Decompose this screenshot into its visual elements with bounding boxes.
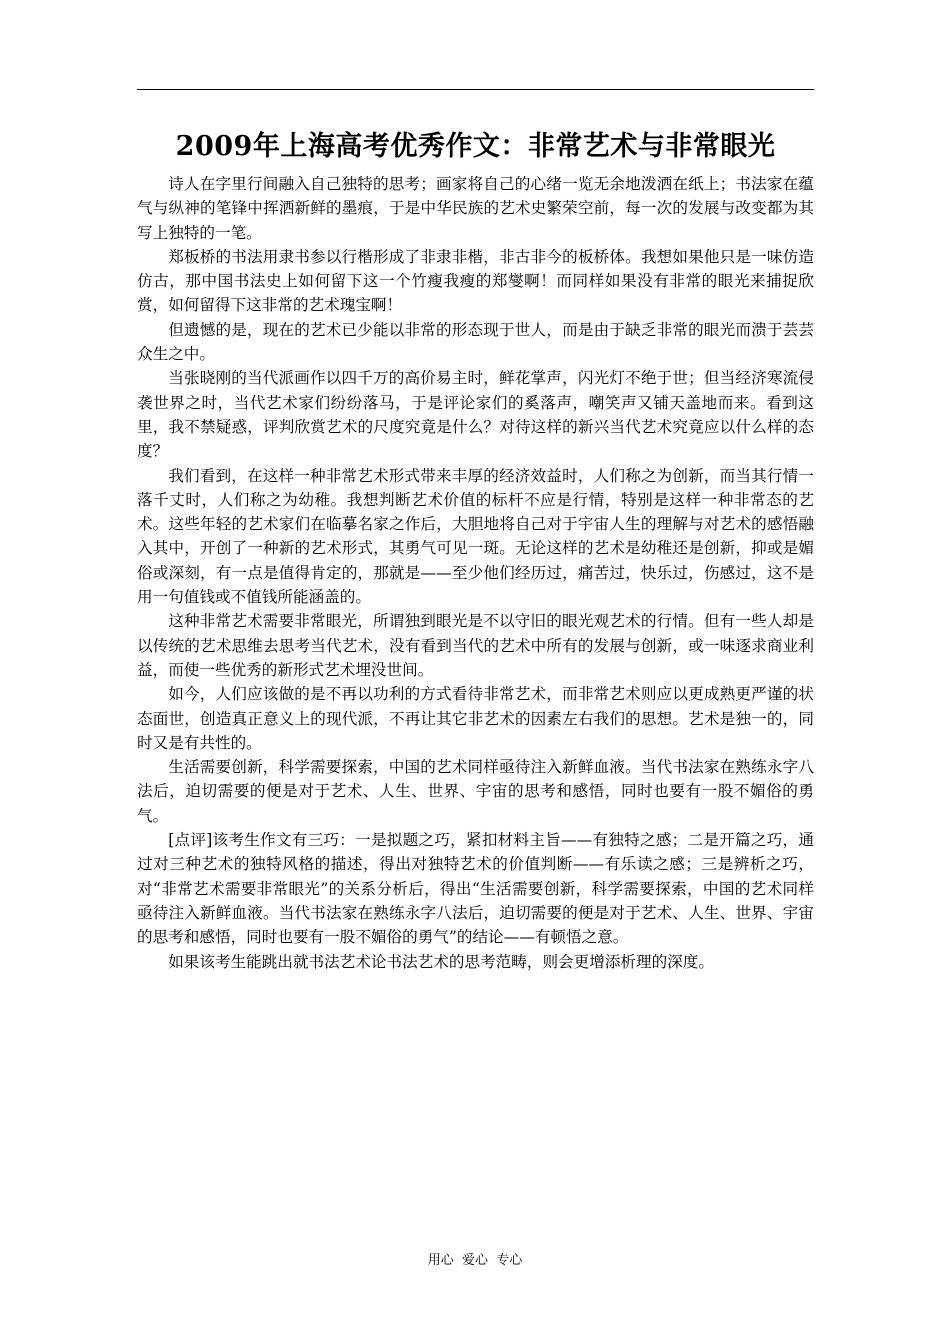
closing-paragraph: 如果该考生能跳出就书法艺术论书法艺术的思考范畴，则会更增添析理的深度。 [168,952,714,971]
paragraph-2: 郑板桥的书法用隶书参以行楷形成了非隶非楷，非古非今的板桥体。我想如果他只是一味仿造仿古，那中国书法史上如何留下这一个竹瘦我瘦的郑燮啊！而同样如果没有非常的眼光来捕捉欣赏，如何留得下这非常的艺术瑰宝啊！ [137,247,814,315]
paragraph-1: 诗人在字里行间融入自己独特的思考；画家将自己的心绪一览无余地泼洒在纸上；书法家在蕴气与纵神的笔锋中挥洒新鲜的墨痕，于是中华民族的艺术史繁荣空前，每一次的发展与改变都为其写上独特的一笔。 [137,175,814,242]
page-footer: 用心 爱心 专心 [427,1253,523,1268]
paragraph-4: 当张晓刚的当代派画作以四千万的高价易主时，鲜花掌声，闪光灯不绝于世；但当经济寒流侵袭世界之时，当代艺术家们纷纷落马，于是评论家们的奚落声，嘲笑声又铺天盖地而来。看到这里，我不禁疑惑，评判欣赏艺术的尺度究竟是什么？对待这样的新兴当代艺术究竟应以什么样的态度？ [137,369,814,461]
paragraph-5: 我们看到，在这样一种非常艺术形式带来丰厚的经济效益时，人们称之为创新，而当其行情一落千丈时，人们称之为幼稚。我想判断艺术价值的标杆不应是行情，特别是这样一种非常态的艺术。这些年轻的艺术家们在临摹名家之作后，大胆地将自己对于宇宙人生的理解与对艺术的感悟融入其中，开创了一种新的艺术形式，其勇气可见一斑。无论这样的艺术是幼稚还是创新，抑或是媚俗或深刻，有一点是值得肯定的，那就是——至少他们经历过，痛苦过，快乐过，伤感过，这不是用一句值钱或不值钱所能涵盖的。 [137,466,814,607]
header-rule [137,89,814,90]
commentary-paragraph: [点评]该考生作文有三巧：一是拟题之巧，紧扣材料主旨——有独特之感；二是开篇之巧，通过对三种艺术的独特风格的描述，得出对独特艺术的价值判断——有乐读之感；三是辨析之巧，对“非常艺术需要非常眼光”的关系分析后，得出“生活需要创新，科学需要探索，中国的艺术同样亟待注入新鲜血液。当代书法家在熟练永字八法后，迫切需要的便是对于艺术、人生、世界、宇宙的思考和感悟，同时也要有一股不媚俗的勇气”的结论——有顿悟之意。 [137,831,814,947]
paragraph-6: 这种非常艺术需要非常眼光，所谓独到眼光是不以守旧的眼光观艺术的行情。但有一些人却是以传统的艺术思维去思考当代艺术，没有看到当代的艺术中所有的发展与创新，或一味逐求商业利益，而使一些优秀的新形式艺术埋没世间。 [137,612,814,679]
paragraph-7: 如今，人们应该做的是不再以功利的方式看待非常艺术，而非常艺术则应以更成熟更严谨的状态面世，创造真正意义上的现代派，不再让其它非艺术的因素左右我们的思想。艺术是独一的，同时又是有共性的。 [137,685,814,752]
paragraph-8: 生活需要创新，科学需要探索，中国的艺术同样亟待注入新鲜血液。当代书法家在熟练永字八法后，迫切需要的便是对于艺术、人生、世界、宇宙的思考和感悟，同时也要有一股不媚俗的勇气。 [137,758,814,825]
document-title: 2009年上海高考优秀作文：非常艺术与非常眼光 [175,131,776,162]
document-body [137,172,814,974]
paragraph-3: 但遗憾的是，现在的艺术已少能以非常的形态现于世人，而是由于缺乏非常的眼光而溃于芸芸众生之中。 [137,320,814,364]
